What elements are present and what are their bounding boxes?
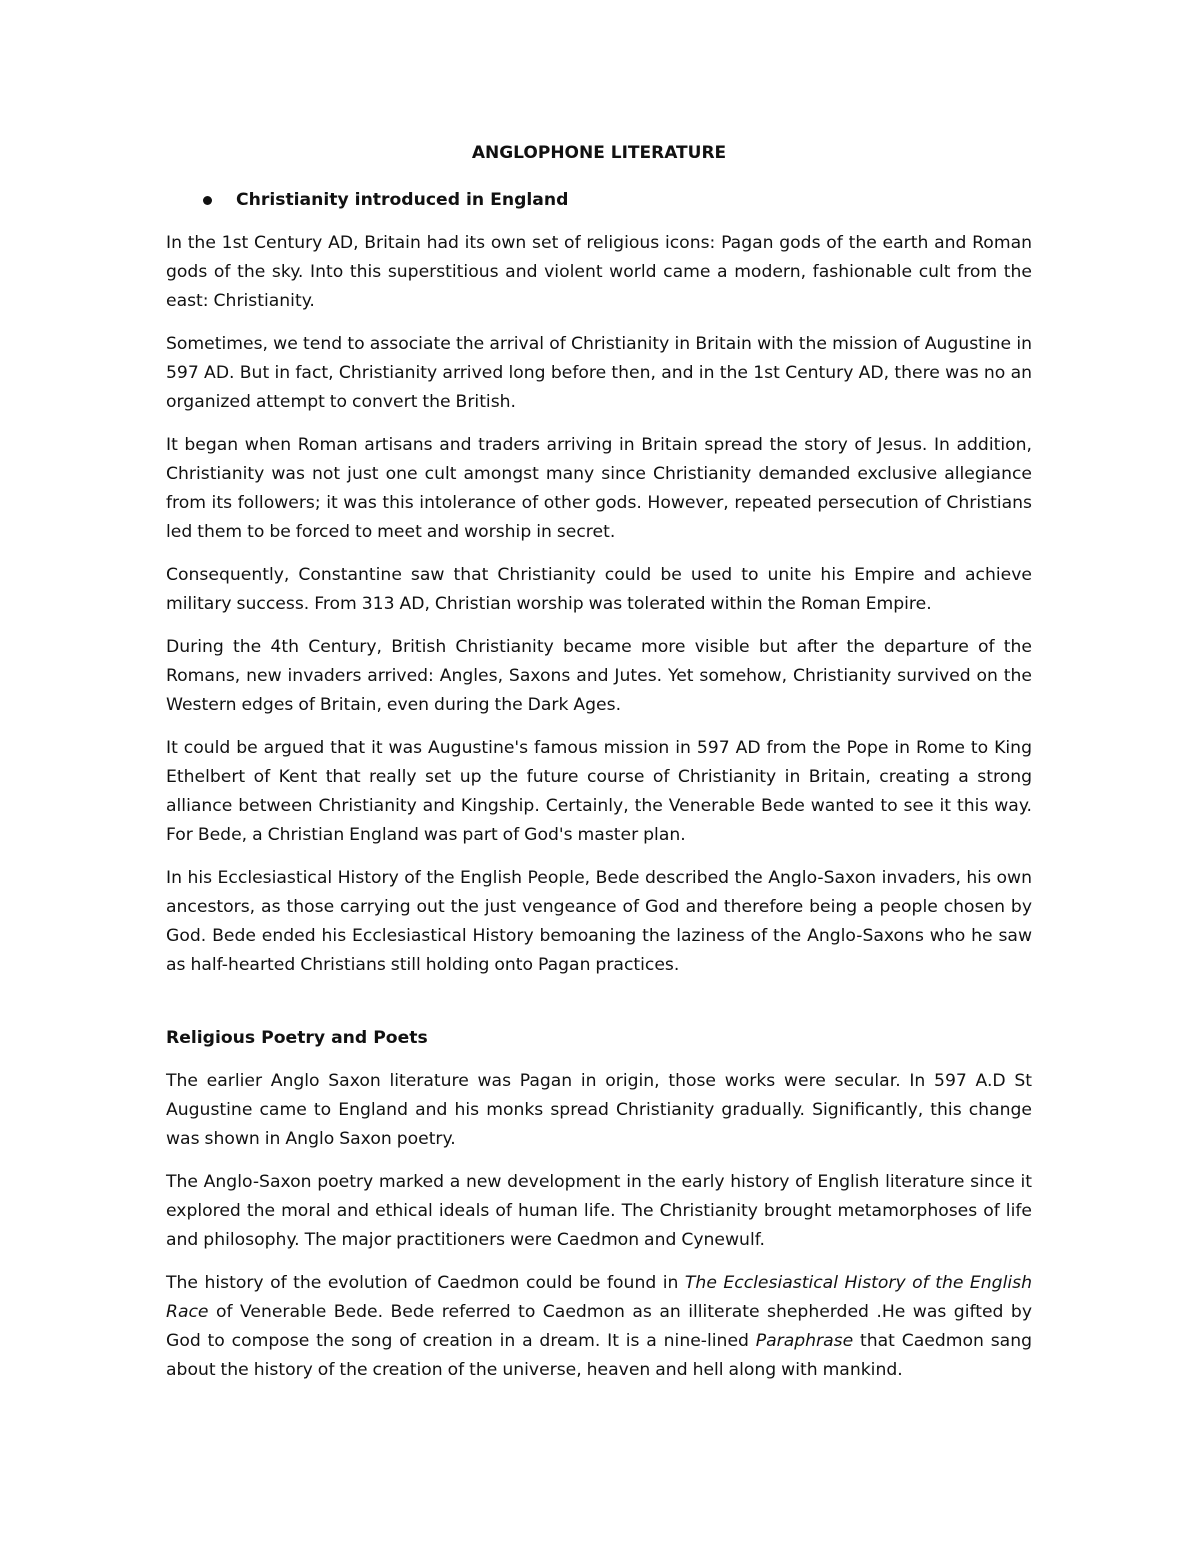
paragraph: Sometimes, we tend to associate the arrival of Christianity in Britain with the mission of Augustine in 597 AD. But in fact, Christianity arrived long before then, and in the 1st Century AD, there was no an organized attempt to convert the British.: [166, 334, 1032, 412]
paraphrase-italic: Paraphrase: [755, 1331, 854, 1351]
section-paragraph: The Anglo-Saxon poetry marked a new development in the early history of English literature since it explored the moral and ethical ideals of human life. The Christianity brought metamorphoses of life and philosophy. The major practitioners were Caedmon and Cynewulf.: [166, 1172, 1032, 1250]
paragraph: It began when Roman artisans and traders arriving in Britain spread the story of Jesus. In addition, Christianity was not just one cult amongst many since Christianity demanded exclusive allegiance from its followers; it was this intolerance of other gods. However, repeated persecution of Christians led them to be forced to meet and worship in secret.: [166, 435, 1032, 542]
final-paragraph-text-2: of Venerable Bede. Bede referred to Caedmon as an illiterate shepherded .He was gifted by God to compose the song of creation in a dream. It is a nine-lined: [166, 1302, 1032, 1351]
final-paragraph-text-1: The history of the evolution of Caedmon could be found in: [166, 1273, 685, 1293]
document-page: [166, 138, 1032, 1399]
paragraph: Consequently, Constantine saw that Christianity could be used to unite his Empire and achieve military success. From 313 AD, Christian worship was tolerated within the Roman Empire.: [166, 565, 1032, 614]
bullet-dot-icon: [203, 196, 212, 205]
paragraph: In the 1st Century AD, Britain had its own set of religious icons: Pagan gods of the earth and Roman gods of the sky. Into this superstitious and violent world came a modern, fashionable cult from the east: Christianity.: [166, 233, 1032, 311]
book-title-italic: The Ecclesiastical History of the English Race: [166, 1273, 1032, 1322]
section-paragraph: The earlier Anglo Saxon literature was Pagan in origin, those works were secular. In 597 A.D St Augustine came to England and his monks spread Christianity gradually. Significantly, this change was shown in Anglo Saxon poetry.: [166, 1071, 1032, 1149]
paragraph: It could be argued that it was Augustine's famous mission in 597 AD from the Pope in Rome to King Ethelbert of Kent that really set up the future course of Christianity in Britain, creating a strong alliance between Christianity and Kingship. Certainly, the Venerable Bede wanted to see it this way. For Bede, a Christian England was part of God's master plan.: [166, 738, 1032, 845]
final-paragraph-text-3: that Caedmon sang about the history of the creation of the universe, heaven and hell along with mankind.: [166, 1331, 1032, 1380]
document-title: ANGLOPHONE LITERATURE: [471, 143, 727, 163]
bullet-heading-text: Christianity introduced in England: [236, 190, 569, 210]
paragraph: In his Ecclesiastical History of the English People, Bede described the Anglo-Saxon invaders, his own ancestors, as those carrying out the just vengeance of God and therefore being a people chosen by God. Bede ended his Ecclesiastical History bemoaning the laziness of the Anglo-Saxons who he saw as half-hearted Christians still holding onto Pagan practices.: [166, 868, 1032, 975]
bullet-heading: [166, 186, 1032, 214]
section-heading: Religious Poetry and Poets: [166, 1028, 428, 1048]
paragraph: During the 4th Century, British Christianity became more visible but after the departure of the Romans, new invaders arrived: Angles, Saxons and Jutes. Yet somehow, Christianity survived on the Western edges of Britain, even during the Dark Ages.: [166, 637, 1032, 715]
final-paragraph: [166, 1269, 1032, 1385]
